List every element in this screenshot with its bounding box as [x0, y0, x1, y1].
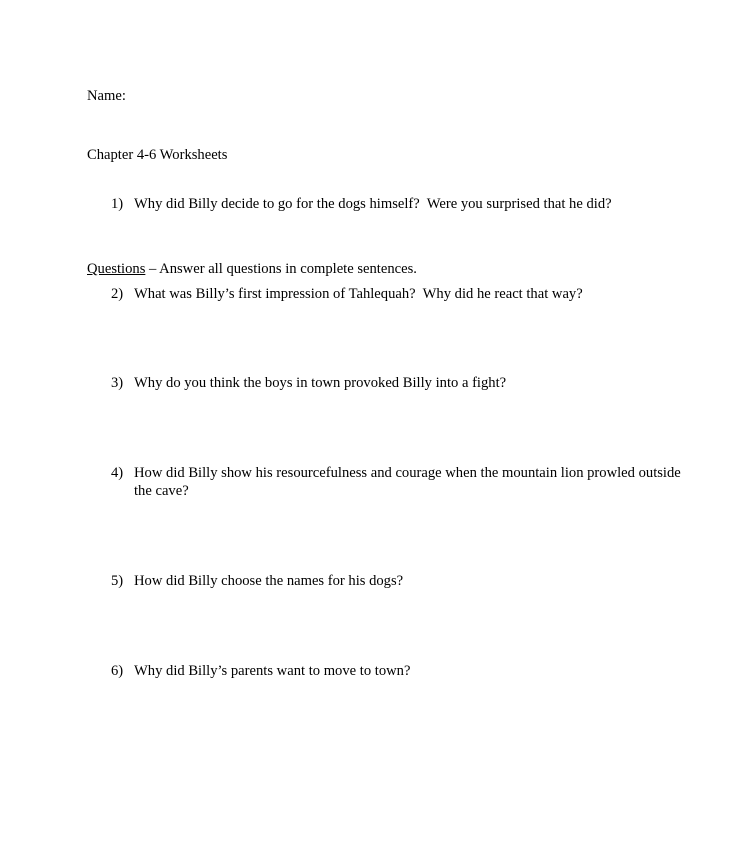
worksheet-title: Chapter 4-6 Worksheets [87, 146, 228, 163]
name-line: Name: [87, 88, 126, 104]
question-text-6: Why did Billy’s parents want to move to town? [134, 662, 411, 679]
question-text-2: What was Billy’s first impression of Tahlequah? Why did he react that way? [134, 285, 583, 302]
document-body [87, 48, 687, 679]
question-item-5 [111, 572, 687, 591]
question-text-4: How did Billy show his resourcefulness and courage when the mountain lion prowled outside the cave? [134, 464, 685, 500]
instruction-text: – Answer all questions in complete sentences. [145, 261, 417, 277]
question-item-6 [111, 662, 687, 681]
question-item-3 [111, 374, 687, 393]
question-text-5: How did Billy choose the names for his dogs? [134, 572, 404, 589]
question-marker-2: 2) [111, 285, 124, 302]
question-marker-3: 3) [111, 375, 124, 392]
question-marker-1: 1) [111, 196, 124, 212]
question-marker-6: 6) [111, 662, 124, 679]
question-item-4 [111, 464, 687, 501]
question-marker-5: 5) [111, 572, 124, 589]
question-text-3: Why do you think the boys in town provoked Billy into a fight? [134, 375, 507, 392]
question-text-1: Why did Billy decide to go for the dogs himself? Were you surprised that he did? [134, 196, 612, 212]
question-item-1 [111, 195, 687, 214]
questions-heading: Questions [87, 261, 146, 277]
question-marker-4: 4) [111, 464, 124, 481]
question-item-2 [111, 285, 687, 304]
questions-list [111, 195, 687, 680]
